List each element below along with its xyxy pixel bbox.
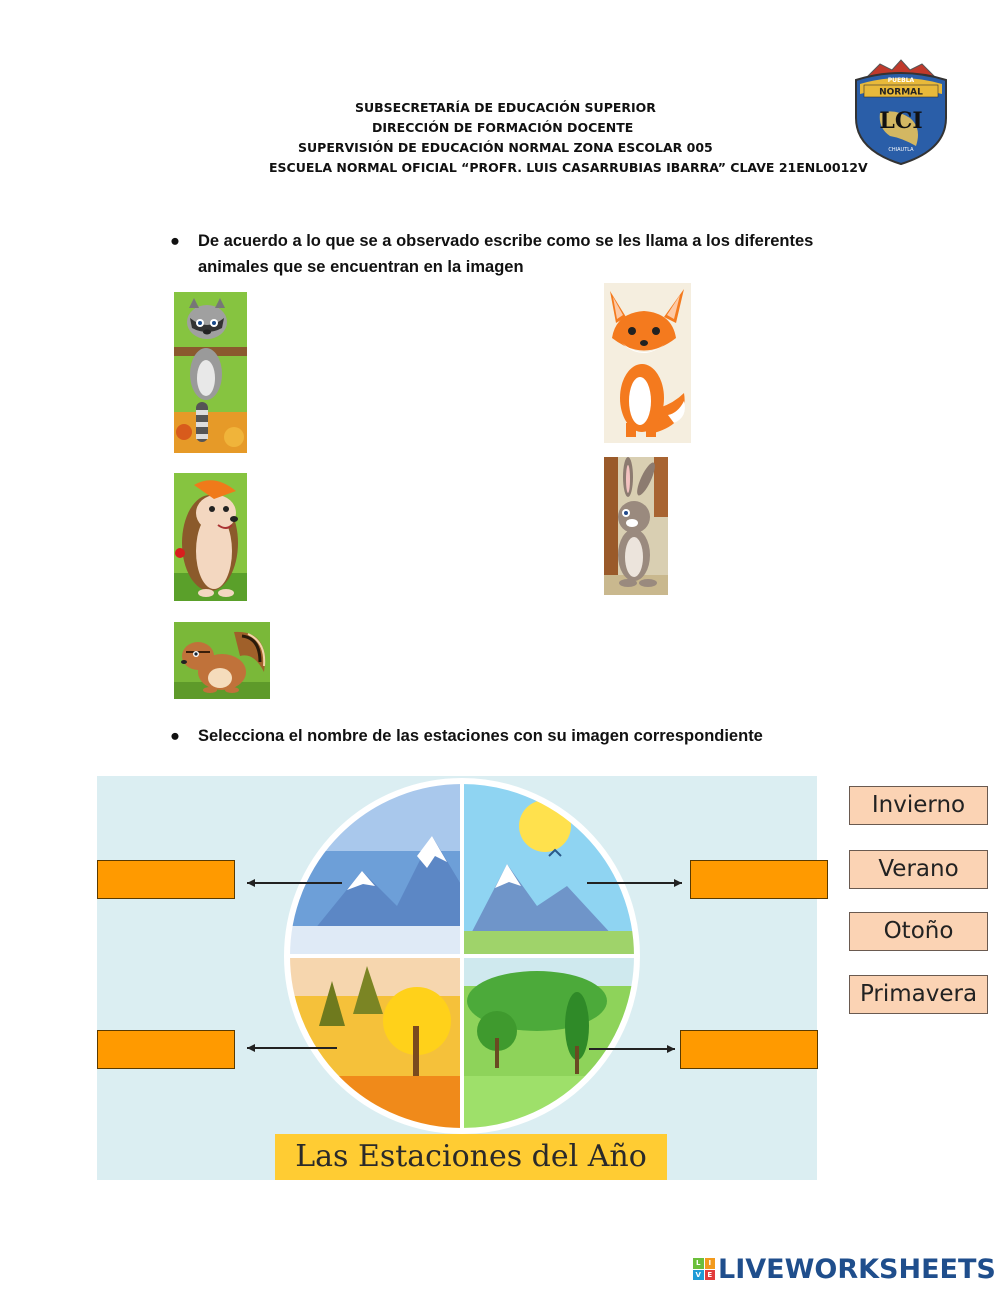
mark-letter: I xyxy=(705,1258,716,1269)
raccoon-image xyxy=(174,292,247,453)
school-logo xyxy=(850,58,952,166)
hedgehog-image xyxy=(174,473,247,601)
answer-box-bottom-right[interactable] xyxy=(680,1030,818,1069)
chipmunk-icon xyxy=(174,622,270,699)
answer-box-top-right[interactable] xyxy=(690,860,828,899)
brand-text: LIVEWORKSHEETS xyxy=(718,1253,996,1285)
option-otono[interactable]: Otoño xyxy=(849,912,988,951)
answer-box-top-left[interactable] xyxy=(97,860,235,899)
mark-letter: L xyxy=(693,1258,704,1269)
header-line-4: ESCUELA NORMAL OFICIAL “PROFR. LUIS CASARRUBIAS IBARRA” CLAVE 21ENL0012V xyxy=(269,160,868,175)
option-primavera[interactable]: Primavera xyxy=(849,975,988,1014)
question-2-text: Selecciona el nombre de las estaciones con su imagen correspondiente xyxy=(198,727,763,745)
seasons-title: Las Estaciones del Año xyxy=(295,1139,647,1174)
option-verano[interactable]: Verano xyxy=(849,850,988,889)
rabbit-icon xyxy=(604,457,668,595)
header-line-1: SUBSECRETARÍA DE EDUCACIÓN SUPERIOR xyxy=(355,100,656,115)
bullet: ● xyxy=(170,727,180,745)
chipmunk-image xyxy=(174,622,270,699)
header-line-3: SUPERVISIÓN DE EDUCACIÓN NORMAL ZONA ESCOLAR 005 xyxy=(298,140,713,155)
question-1-text: De acuerdo a lo que se a observado escribe como se les llama a los diferentes animales que se encuentran en la imagen xyxy=(198,232,814,276)
liveworksheets-logo xyxy=(693,1254,996,1284)
fox-image xyxy=(604,283,691,443)
question-2 xyxy=(170,723,870,749)
mark-letter: V xyxy=(693,1270,704,1281)
answer-box-bottom-left[interactable] xyxy=(97,1030,235,1069)
logo-monogram: LCI xyxy=(879,108,923,134)
question-1 xyxy=(170,228,870,284)
raccoon-icon xyxy=(174,292,247,453)
mark-letter: E xyxy=(705,1270,716,1281)
seasons-image xyxy=(97,776,817,1180)
hedgehog-icon xyxy=(174,473,247,601)
logo-bottom-text: CHIAUTLA xyxy=(888,147,914,153)
logo-band-text: NORMAL xyxy=(879,87,923,98)
logo-top-text: PUEBLA xyxy=(887,77,915,84)
fox-icon xyxy=(604,283,691,443)
option-invierno[interactable]: Invierno xyxy=(849,786,988,825)
header-line-2: DIRECCIÓN DE FORMACIÓN DOCENTE xyxy=(372,120,634,135)
bullet: ● xyxy=(170,232,180,250)
liveworksheets-mark-icon xyxy=(693,1258,715,1280)
rabbit-image xyxy=(604,457,668,595)
